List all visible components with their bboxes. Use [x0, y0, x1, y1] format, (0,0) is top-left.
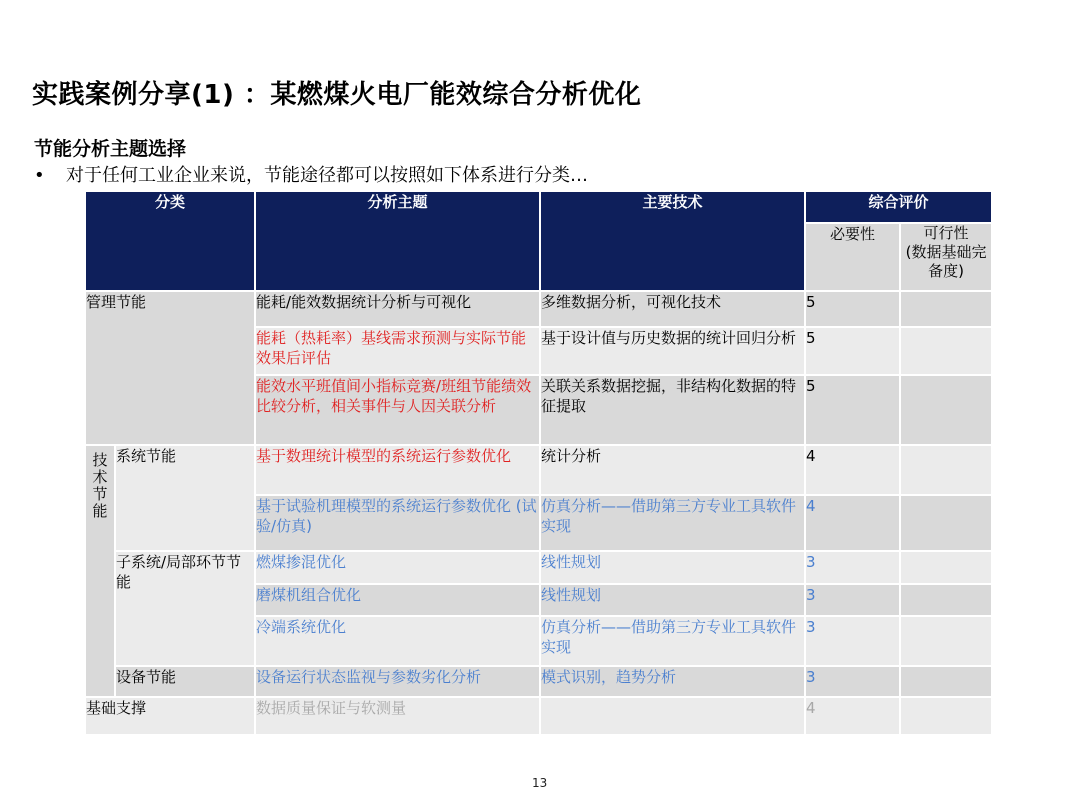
group-tech-label: 技 术 节 能: [92, 451, 108, 520]
group-system: 系统节能: [115, 445, 255, 551]
group-subsystem: 子系统/局部环节节能: [115, 551, 255, 666]
row-tech: 线性规划: [540, 584, 805, 616]
row-topic: 能效水平班值间小指标竞赛/班组节能绩效比较分析，相关事件与人因关联分析: [255, 375, 540, 445]
row-feasibility: [900, 327, 992, 375]
row-feasibility: [900, 551, 992, 584]
row-necessity: 4: [805, 697, 900, 735]
row-necessity: 4: [805, 495, 900, 551]
row-feasibility: [900, 616, 992, 666]
row-necessity: 5: [805, 375, 900, 445]
row-necessity: 5: [805, 291, 900, 327]
row-tech: 模式识别，趋势分析: [540, 666, 805, 697]
row-feasibility: [900, 291, 992, 327]
row-tech: [540, 697, 805, 735]
table-header-row: [85, 191, 992, 223]
row-tech: 仿真分析——借助第三方专业工具软件实现: [540, 495, 805, 551]
row-feasibility: [900, 495, 992, 551]
group-mgmt: 管理节能: [85, 291, 255, 445]
row-topic: 冷端系统优化: [255, 616, 540, 666]
header-rating: 综合评价: [805, 191, 992, 223]
row-tech: 仿真分析——借助第三方专业工具软件实现: [540, 616, 805, 666]
row-necessity: 3: [805, 616, 900, 666]
row-feasibility: [900, 697, 992, 735]
row-topic: 磨煤机组合优化: [255, 584, 540, 616]
table-row: [85, 666, 992, 697]
group-equipment: 设备节能: [115, 666, 255, 697]
group-tech: [85, 445, 115, 697]
row-necessity: 5: [805, 327, 900, 375]
row-tech: 关联关系数据挖掘，非结构化数据的特征提取: [540, 375, 805, 445]
table-row: [85, 291, 992, 327]
row-necessity: 3: [805, 551, 900, 584]
row-topic: 设备运行状态监视与参数劣化分析: [255, 666, 540, 697]
row-topic: 基于试验机理模型的系统运行参数优化 (试验/仿真): [255, 495, 540, 551]
row-necessity: 3: [805, 666, 900, 697]
row-necessity: 4: [805, 445, 900, 495]
row-feasibility: [900, 584, 992, 616]
row-tech: 多维数据分析，可视化技术: [540, 291, 805, 327]
bullet-text: 对于任何工业企业来说，节能途径都可以按照如下体系进行分类…: [66, 165, 588, 186]
page-number: 13: [532, 776, 548, 790]
header-necessity: 必要性: [805, 223, 900, 291]
row-feasibility: [900, 666, 992, 697]
page-title: 实践案例分享(1) ：某燃煤火电厂能效综合分析优化: [32, 80, 642, 110]
table-row: [85, 551, 992, 584]
table-row: [85, 445, 992, 495]
group-base: 基础支撑: [85, 697, 255, 735]
table-row: [85, 697, 992, 735]
row-feasibility: [900, 445, 992, 495]
energy-topic-table: [84, 190, 993, 736]
header-feasibility: [900, 223, 992, 291]
section-subtitle: 节能分析主题选择: [34, 138, 187, 160]
row-tech: 统计分析: [540, 445, 805, 495]
bullet-item: [34, 161, 588, 187]
row-topic: 基于数理统计模型的系统运行参数优化: [255, 445, 540, 495]
header-tech: 主要技术: [540, 191, 805, 291]
bullet-icon: •: [34, 165, 45, 186]
row-topic: 燃煤掺混优化: [255, 551, 540, 584]
row-topic: 能耗/能效数据统计分析与可视化: [255, 291, 540, 327]
header-category: 分类: [85, 191, 255, 291]
row-tech: 基于设计值与历史数据的统计回归分析: [540, 327, 805, 375]
header-topic: 分析主题: [255, 191, 540, 291]
row-feasibility: [900, 375, 992, 445]
row-tech: 线性规划: [540, 551, 805, 584]
header-feasibility-text: 可行性 (数据基础完备度): [905, 224, 987, 280]
row-topic: 数据质量保证与软测量: [255, 697, 540, 735]
row-necessity: 3: [805, 584, 900, 616]
row-topic: 能耗（热耗率）基线需求预测与实际节能效果后评估: [255, 327, 540, 375]
